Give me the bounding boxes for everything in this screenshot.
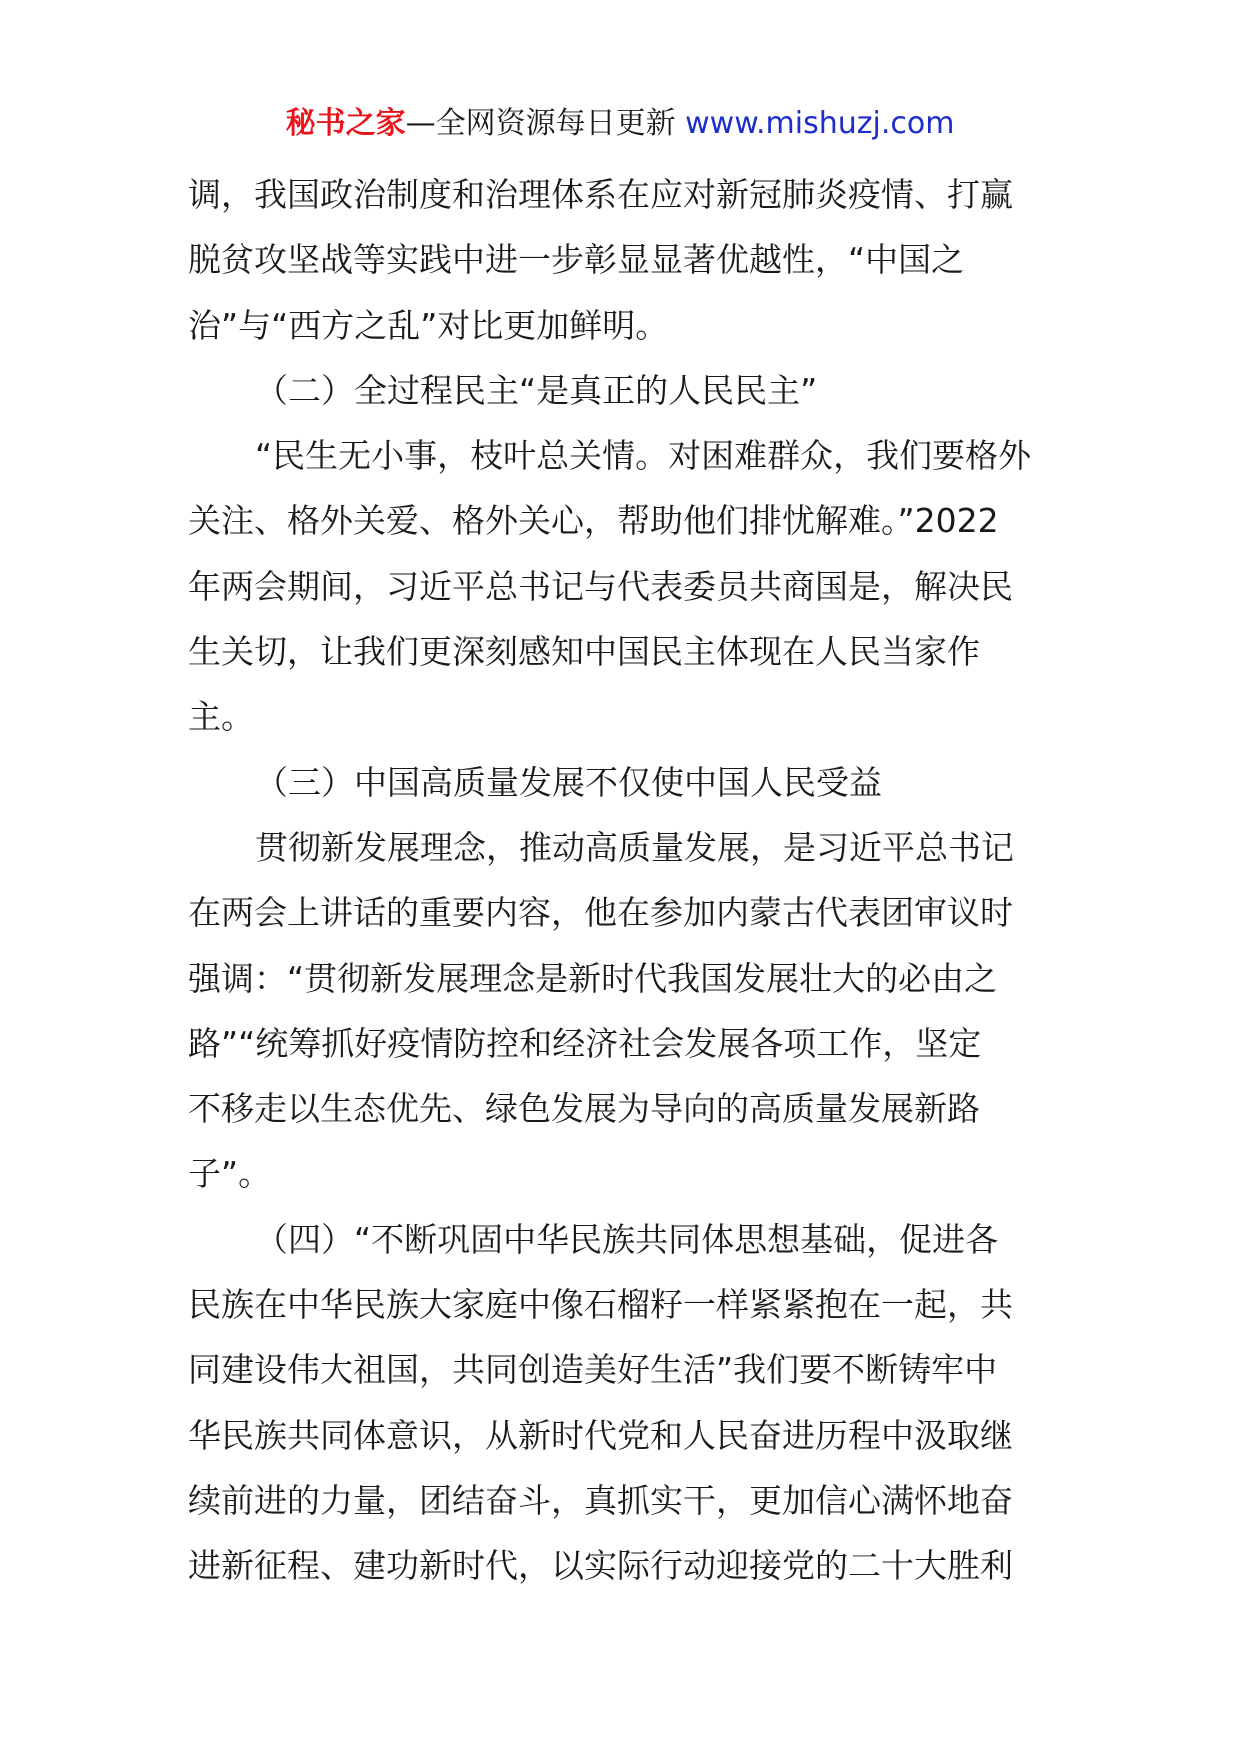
text-line: 进新征程、建功新时代，以实际行动迎接党的二十大胜利 — [188, 1546, 1013, 1586]
text-line: “民生无小事，枝叶总关情。对困难群众，我们要格外 — [255, 436, 1032, 476]
text-line: 强调：“贯彻新发展理念是新时代我国发展壮大的必由之 — [188, 958, 998, 998]
text-line: 治”与“西方之乱”对比更加鲜明。 — [188, 305, 669, 345]
text-line: 在两会上讲话的重要内容，他在参加内蒙古代表团审议时 — [188, 893, 1013, 933]
site-tagline: —全网资源每日更新 — [405, 106, 676, 141]
text-line: 主。 — [188, 697, 254, 737]
text-line: 华民族共同体意识，从新时代党和人民奋进历程中汲取继 — [188, 1415, 1013, 1455]
text-line: 脱贫攻坚战等实践中进一步彰显显著优越性，“中国之 — [188, 240, 965, 280]
text-line: 调，我国政治制度和治理体系在应对新冠肺炎疫情、打赢 — [188, 175, 1013, 214]
site-brand: 秘书之家 — [285, 106, 406, 141]
text-line: 续前进的力量，团结奋斗，真抓实干，更加信心满怀地奋 — [188, 1480, 1013, 1520]
page-header — [0, 104, 1240, 144]
section-heading: （三）中国高质量发展不仅使中国人民受益 — [255, 762, 882, 802]
text-line: 子”。 — [188, 1154, 272, 1194]
text-line: 不移走以生态优先、绿色发展为导向的高质量发展新路 — [188, 1089, 980, 1129]
text-line: 民族在中华民族大家庭中像石榴籽一样紧紧抱在一起，共 — [188, 1285, 1013, 1325]
text-line: 同建设伟大祖国，共同创造美好生活”我们要不断铸牢中 — [188, 1350, 998, 1390]
document-body — [188, 162, 1060, 1599]
text-line: 年两会期间，习近平总书记与代表委员共商国是，解决民 — [188, 566, 1013, 606]
section-heading: （四）“不断巩固中华民族共同体思想基础，促进各 — [255, 1219, 999, 1259]
site-url-link[interactable]: www.mishuzj.com — [685, 106, 955, 141]
text-line: 关注、格外关爱、格外关心，帮助他们排忧解难。”2022 — [188, 501, 999, 541]
text-line: 贯彻新发展理念，推动高质量发展，是习近平总书记 — [255, 827, 1014, 867]
section-heading: （二）全过程民主“是真正的人民民主” — [255, 370, 818, 410]
text-line: 生关切，让我们更深刻感知中国民主体现在人民当家作 — [188, 632, 980, 672]
text-line: 路”“统筹抓好疫情防控和经济社会发展各项工作，坚定 — [188, 1023, 982, 1063]
